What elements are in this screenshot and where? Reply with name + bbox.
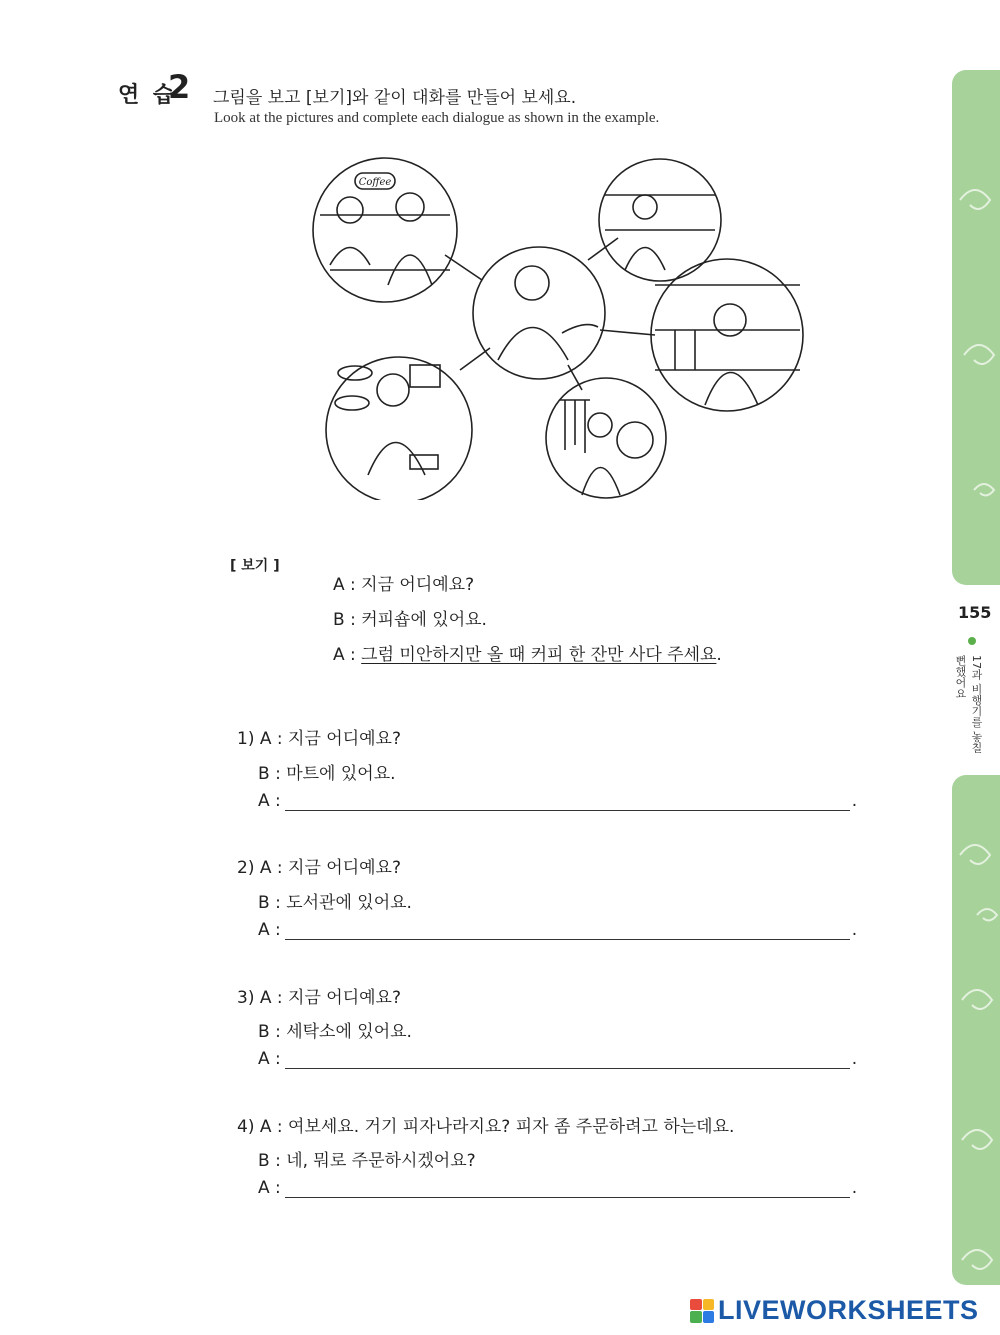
period: . bbox=[851, 791, 858, 811]
example-answer: 그럼 미안하지만 올 때 커피 한 잔만 사다 주세요 bbox=[361, 645, 717, 665]
example-label: [ 보기 ] bbox=[230, 558, 280, 574]
question-1-answer-row bbox=[258, 790, 857, 811]
side-tab-decoration-bottom bbox=[952, 775, 1000, 1285]
swirl-pattern-icon bbox=[952, 70, 1000, 585]
exercise-number: 2 bbox=[168, 68, 191, 106]
phone-call-illustration bbox=[300, 155, 810, 500]
answer-blank-4[interactable] bbox=[285, 1177, 850, 1198]
question-4-line-b: B : 네, 뭐로 주문하시겠어요? bbox=[258, 1151, 476, 1171]
page-dot bbox=[968, 637, 976, 645]
speaker: B : bbox=[333, 610, 356, 630]
liveworksheets-brand bbox=[690, 1295, 979, 1326]
question-4-answer-row bbox=[258, 1177, 857, 1198]
example-line-3 bbox=[333, 640, 722, 665]
question-text: A : 지금 어디예요? bbox=[259, 858, 401, 878]
question-1-line-a bbox=[237, 724, 401, 749]
answer-speaker: A : bbox=[258, 1049, 281, 1069]
example-line-2 bbox=[333, 605, 487, 630]
answer-blank-3[interactable] bbox=[285, 1048, 850, 1069]
page-number: 155 bbox=[958, 603, 992, 622]
exercise-label: 연 습 bbox=[118, 83, 178, 108]
question-number: 1) bbox=[237, 729, 255, 749]
answer-speaker: A : bbox=[258, 1178, 281, 1198]
swirl-pattern-icon bbox=[952, 775, 1000, 1285]
question-3-answer-row bbox=[258, 1048, 857, 1069]
question-number: 3) bbox=[237, 988, 255, 1008]
period: . bbox=[851, 920, 858, 940]
chapter-title: 17과 비행기를 놓칠 뻔했어요 bbox=[954, 655, 983, 753]
period: . bbox=[851, 1178, 858, 1198]
question-1-line-b: B : 마트에 있어요. bbox=[258, 764, 396, 784]
instruction-english: Look at the pictures and complete each dialogue as shown in the example. bbox=[214, 110, 660, 126]
side-tab-decoration-top bbox=[952, 70, 1000, 585]
period: . bbox=[851, 1049, 858, 1069]
question-4-line-a bbox=[237, 1112, 734, 1137]
answer-speaker: A : bbox=[258, 791, 281, 811]
answer-blank-2[interactable] bbox=[285, 919, 850, 940]
question-text: A : 지금 어디예요? bbox=[259, 729, 401, 749]
coffee-sign-text: Coffee bbox=[358, 177, 392, 188]
speaker: A : bbox=[333, 575, 356, 595]
question-2-answer-row bbox=[258, 919, 857, 940]
question-number: 2) bbox=[237, 858, 255, 878]
liveworksheets-logo-icon bbox=[690, 1299, 714, 1323]
brand-text: LIVEWORKSHEETS bbox=[718, 1295, 979, 1325]
example-line-1 bbox=[333, 570, 474, 595]
question-3-line-a bbox=[237, 983, 401, 1008]
question-2-line-b: B : 도서관에 있어요. bbox=[258, 893, 412, 913]
question-text: A : 여보세요. 거기 피자나라지요? 피자 좀 주문하려고 하는데요. bbox=[259, 1117, 735, 1137]
speaker: A : bbox=[333, 645, 356, 665]
period: . bbox=[716, 645, 722, 665]
question-2-line-a bbox=[237, 853, 401, 878]
answer-speaker: A : bbox=[258, 920, 281, 940]
question-text: A : 지금 어디예요? bbox=[259, 988, 401, 1008]
instruction-korean: 그림을 보고 [보기]와 같이 대화를 만들어 보세요. bbox=[213, 88, 577, 108]
example-text: 커피숍에 있어요. bbox=[361, 610, 487, 630]
question-number: 4) bbox=[237, 1117, 255, 1137]
answer-blank-1[interactable] bbox=[285, 790, 850, 811]
question-3-line-b: B : 세탁소에 있어요. bbox=[258, 1022, 412, 1042]
example-text: 지금 어디예요? bbox=[361, 575, 475, 595]
